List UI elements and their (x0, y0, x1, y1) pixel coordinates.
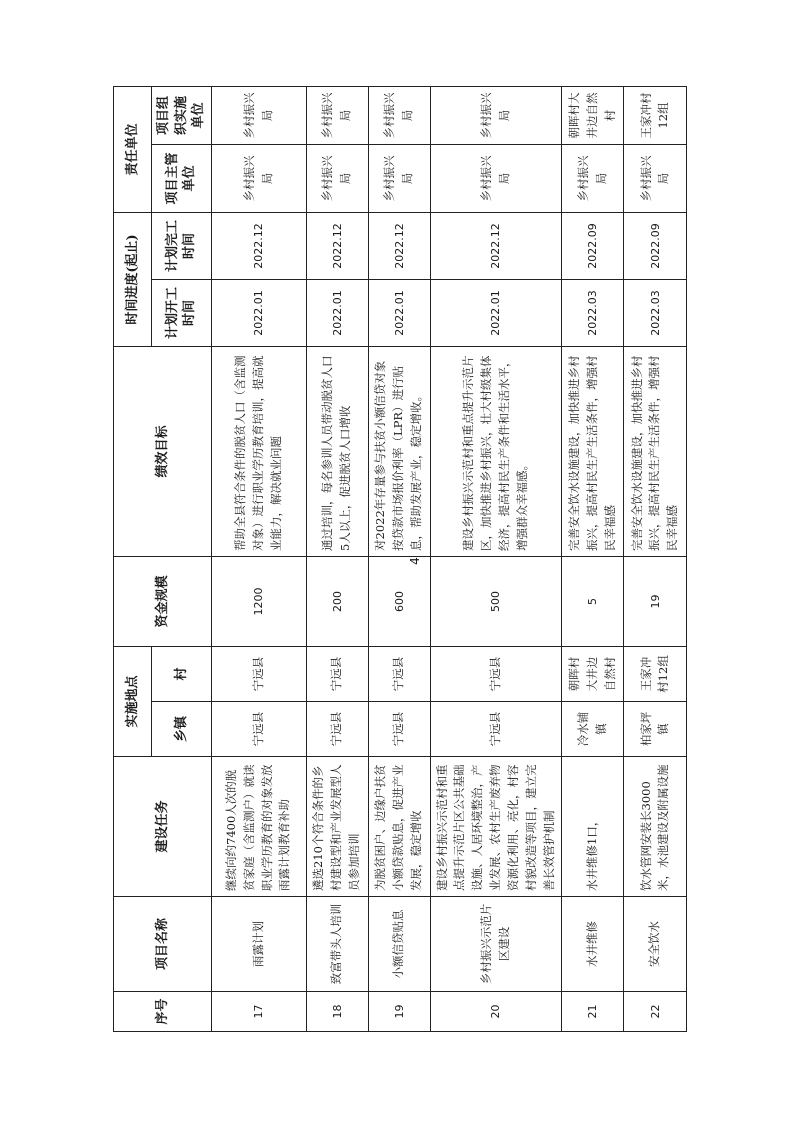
project-table (113, 86, 687, 1032)
header-schedule: 时间进度(起止) (114, 212, 152, 346)
header-seq: 序号 (114, 992, 212, 1032)
cell-funds: 600 (368, 556, 430, 646)
cell-township: 宁远县 (306, 702, 368, 757)
cell-goal: 对2022年存量参与扶贫小额信贷对象按贷款市场报价利率（LPR）进行贴息，帮助发展产业，稳定增收。 (368, 346, 430, 556)
cell-implementer: 乡村振兴局 (430, 86, 562, 144)
cell-supervisor: 乡村振兴局 (562, 144, 624, 212)
cell-project-name: 乡村振兴示范片区建设 (430, 897, 562, 992)
cell-seq: 20 (430, 992, 562, 1032)
cell-village: 宁远县 (430, 646, 562, 701)
cell-goal: 帮助全县符合条件的脱贫人口（含监测对象）进行职业学历教育培训，提高就业能力，解决就业问题 (211, 346, 306, 556)
header-township: 乡镇 (152, 702, 212, 757)
header-performance-goal: 绩效目标 (114, 346, 212, 556)
header-row-1 (114, 86, 152, 1031)
cell-goal: 完善安全饮水设施建设，加快推进乡村振兴，提高村民生产生活条件，增强村民幸福感 (624, 346, 687, 556)
header-village: 村 (152, 646, 212, 701)
cell-implementer: 乡村振兴局 (211, 86, 306, 144)
cell-township: 柏家坪镇 (624, 702, 687, 757)
cell-end: 2022.09 (624, 212, 687, 279)
cell-start: 2022.03 (624, 279, 687, 346)
cell-implementer: 朝晖村大井边自然村 (562, 86, 624, 144)
cell-seq: 22 (624, 992, 687, 1032)
cell-seq: 17 (211, 992, 306, 1032)
cell-supervisor: 乡村振兴局 (306, 144, 368, 212)
cell-supervisor: 乡村振兴局 (430, 144, 562, 212)
cell-funds: 1200 (211, 556, 306, 646)
header-responsible-unit: 责任单位 (114, 86, 152, 212)
cell-task: 遴选210个符合条件的乡村建设型和产业发展型人员参加培训 (306, 757, 368, 897)
cell-implementer: 乡村振兴局 (306, 86, 368, 144)
header-supervisor: 项目主管单位 (152, 144, 212, 212)
cell-supervisor: 乡村振兴局 (368, 144, 430, 212)
cell-seq: 19 (368, 992, 430, 1032)
cell-township: 冷水铺镇 (562, 702, 624, 757)
table-row (211, 86, 306, 1031)
cell-township: 宁远县 (368, 702, 430, 757)
header-start-time: 计划开工时间 (152, 279, 212, 346)
cell-seq: 18 (306, 992, 368, 1032)
table-row (430, 86, 562, 1031)
cell-implementer: 乡村振兴局 (368, 86, 430, 144)
header-funds: 资金规模 (114, 556, 212, 646)
header-end-time: 计划完工时间 (152, 212, 212, 279)
cell-seq: 21 (562, 992, 624, 1032)
table-row (306, 86, 368, 1031)
header-project-name: 项目名称 (114, 897, 212, 992)
cell-funds: 19 (624, 556, 687, 646)
cell-project-name: 水井维修 (562, 897, 624, 992)
cell-start: 2022.03 (562, 279, 624, 346)
cell-task: 水井维修1口， (562, 757, 624, 897)
cell-project-name: 小额信贷贴息 (368, 897, 430, 992)
cell-village: 宁远县 (368, 646, 430, 701)
cell-township: 宁远县 (211, 702, 306, 757)
header-location: 实施地点 (114, 646, 152, 756)
cell-task: 为脱贫困户、边缘户扶贫小额贷款贴息，促进产业发展，稳定增收 (368, 757, 430, 897)
cell-project-name: 雨露计划 (211, 897, 306, 992)
cell-funds: 5 (562, 556, 624, 646)
cell-supervisor: 乡村振兴局 (211, 144, 306, 212)
cell-end: 2022.12 (368, 212, 430, 279)
cell-task: 饮水管网安装长3000米，水池建设及附属设施 (624, 757, 687, 897)
cell-start: 2022.01 (430, 279, 562, 346)
cell-village: 朝晖村大井边自然村 (562, 646, 624, 701)
header-implementer: 项目组织实施单位 (152, 86, 212, 144)
cell-village: 宁远县 (211, 646, 306, 701)
cell-village: 宁远县 (306, 646, 368, 701)
header-construction-task: 建设任务 (114, 757, 212, 897)
cell-start: 2022.01 (211, 279, 306, 346)
cell-task: 建设乡村振兴示范村和重点提升示范片区公共基础设施、人居环境整治，产业发展、农村生产废弃物资源化利用、亮化，村容村貌改造等项目，建立完善长效管护机制 (430, 757, 562, 897)
rotated-table-container (113, 87, 680, 1032)
cell-goal: 完善安全饮水设施建设，加快推进乡村振兴，提高村民生产生活条件，增强村民幸福感 (562, 346, 624, 556)
cell-township: 宁远县 (430, 702, 562, 757)
cell-start: 2022.01 (368, 279, 430, 346)
cell-goal: 建设乡村振兴示范村和重点提升示范片区，加快推进乡村振兴，壮大村级集体经济，提高村民生产条件和生活水平，增强群众幸福感。 (430, 346, 562, 556)
cell-funds: 500 (430, 556, 562, 646)
cell-end: 2022.12 (211, 212, 306, 279)
cell-end: 2022.09 (562, 212, 624, 279)
cell-funds: 200 (306, 556, 368, 646)
cell-end: 2022.12 (306, 212, 368, 279)
cell-village: 王家冲村12组 (624, 646, 687, 701)
cell-goal: 通过培训，每名参训人员带动脱贫人口5人以上，促进脱贫人口增收 (306, 346, 368, 556)
page-number: 4 (408, 557, 422, 565)
table-row (562, 86, 624, 1031)
cell-task: 继续向约7400人次的脱贫家庭（含监测户）就读职业学历教育的对象发放雨露计划教育补助 (211, 757, 306, 897)
cell-implementer: 王家冲村12组 (624, 86, 687, 144)
cell-project-name: 致富带头人培训 (306, 897, 368, 992)
cell-project-name: 安全饮水 (624, 897, 687, 992)
table-row (624, 86, 687, 1031)
cell-supervisor: 乡村振兴局 (624, 144, 687, 212)
cell-start: 2022.01 (306, 279, 368, 346)
cell-end: 2022.12 (430, 212, 562, 279)
